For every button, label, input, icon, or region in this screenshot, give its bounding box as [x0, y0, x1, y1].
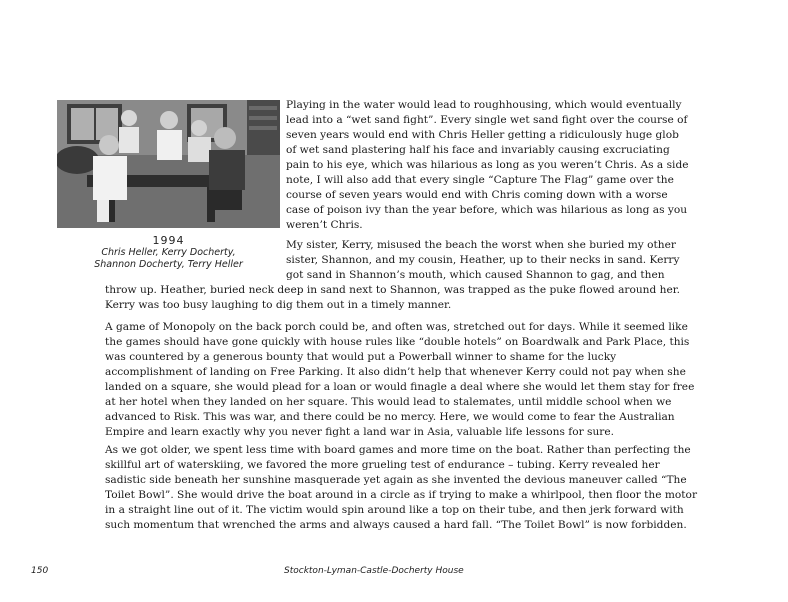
paragraph-3-line: accomplishment of landing on Free Parking. It also didn’t help that whenever Kerry could not pay when she [105, 366, 686, 378]
paragraph-3-line: A game of Monopoly on the back porch could be, and often was, stretched out for days. While it seemed like [105, 321, 688, 333]
paragraph-4-line: in a straight line out of it. The victim would spin around like a top on their tube, and then jerk forward with [105, 504, 684, 516]
page-number: 150 [31, 566, 49, 576]
paragraph-2-line: My sister, Kerry, misused the beach the worst when she buried my other [286, 239, 676, 251]
paragraph-4-line: Toilet Bowl”. She would drive the boat around in a circle as if trying to make a whirlpool, then floor the motor [105, 489, 698, 501]
paragraph-3-line: the games should have gone quickly with house rules like “double hotels” on Boardwalk and Park Place, this [105, 336, 690, 348]
paragraph-1-line: Playing in the water would lead to roughhousing, which would eventually [286, 99, 682, 111]
caption-line-2: Shannon Docherty, Terry Heller [94, 259, 243, 270]
paragraph-3-line: Empire and learn exactly why you never fight a land war in Asia, valuable life lessons for sure. [105, 426, 614, 438]
paragraph-1-line: note, I will also add that every single “Capture The Flag” game over the [286, 174, 674, 186]
paragraph-1-line: case of poison ivy than the year before, which was hilarious as long as you [286, 204, 688, 216]
paragraph-1-line: course of seven years would end with Chris coming down with a worse [286, 189, 668, 201]
paragraph-2-line: throw up. Heather, buried neck deep in sand next to Shannon, was trapped as the puke flowed around her. [105, 284, 680, 296]
paragraph-1-line: of wet sand plastering half his face and invariably causing excruciating [286, 144, 670, 156]
paragraph-3-line: landed on a square, she would plead for a loan or would finagle a deal where she would let them stay for free [105, 381, 695, 393]
family-photo [57, 100, 280, 228]
caption-year: 1994 [152, 234, 185, 247]
paragraph-1 [286, 98, 689, 233]
paragraph-2-top [286, 238, 679, 283]
paragraph-1-line: seven years would end with Chris Heller getting a ridiculously huge glob [286, 129, 679, 141]
paragraph-3-line: at her hotel when they landed on her square. This would lead to stalemates, until middle school when we [105, 396, 672, 408]
paragraph-2-line: Kerry was too busy laughing to dig them out in a timely manner. [105, 299, 452, 311]
paragraph-4-line: sadistic side beneath her sunshine masquerade yet again as she invented the devious maneuver called “The [105, 474, 687, 486]
paragraph-3 [105, 320, 694, 440]
running-footer-title: Stockton-Lyman-Castle-Docherty House [284, 566, 464, 576]
paragraph-1-line: lead into a “wet sand fight”. Every single wet sand fight over the course of [286, 114, 688, 126]
paragraph-4-line: such momentum that wrenched the arms and always caused a hard fall. “The Toilet Bowl” is now forbidden. [105, 519, 687, 531]
paragraph-3-line: advanced to Risk. This was war, and there could be no mercy. Here, we would come to fear the Australian [105, 411, 675, 423]
paragraph-2-bottom [105, 283, 680, 313]
paragraph-2-line: sister, Shannon, and my cousin, Heather, up to their necks in sand. Kerry [286, 254, 680, 266]
paragraph-3-line: was countered by a generous bounty that would put a Powerball winner to shame for the lucky [105, 351, 617, 363]
paragraph-4 [105, 443, 697, 533]
paragraph-1-line: weren’t Chris. [286, 219, 363, 231]
photo-illustration [57, 100, 280, 228]
paragraph-2-line: got sand in Shannon’s mouth, which caused Shannon to gag, and then [286, 269, 665, 281]
paragraph-4-line: skillful art of waterskiing, we favored the more grueling test of endurance – tubing. Kerry revealed her [105, 459, 660, 471]
photo-caption [57, 235, 280, 271]
paragraph-1-line: pain to his eye, which was hilarious as long as you weren’t Chris. As a side [286, 159, 689, 171]
paragraph-4-line: As we got older, we spent less time with board games and more time on the boat. Rather than perfecting the [105, 444, 691, 456]
caption-line-1: Chris Heller, Kerry Docherty, [101, 247, 236, 258]
